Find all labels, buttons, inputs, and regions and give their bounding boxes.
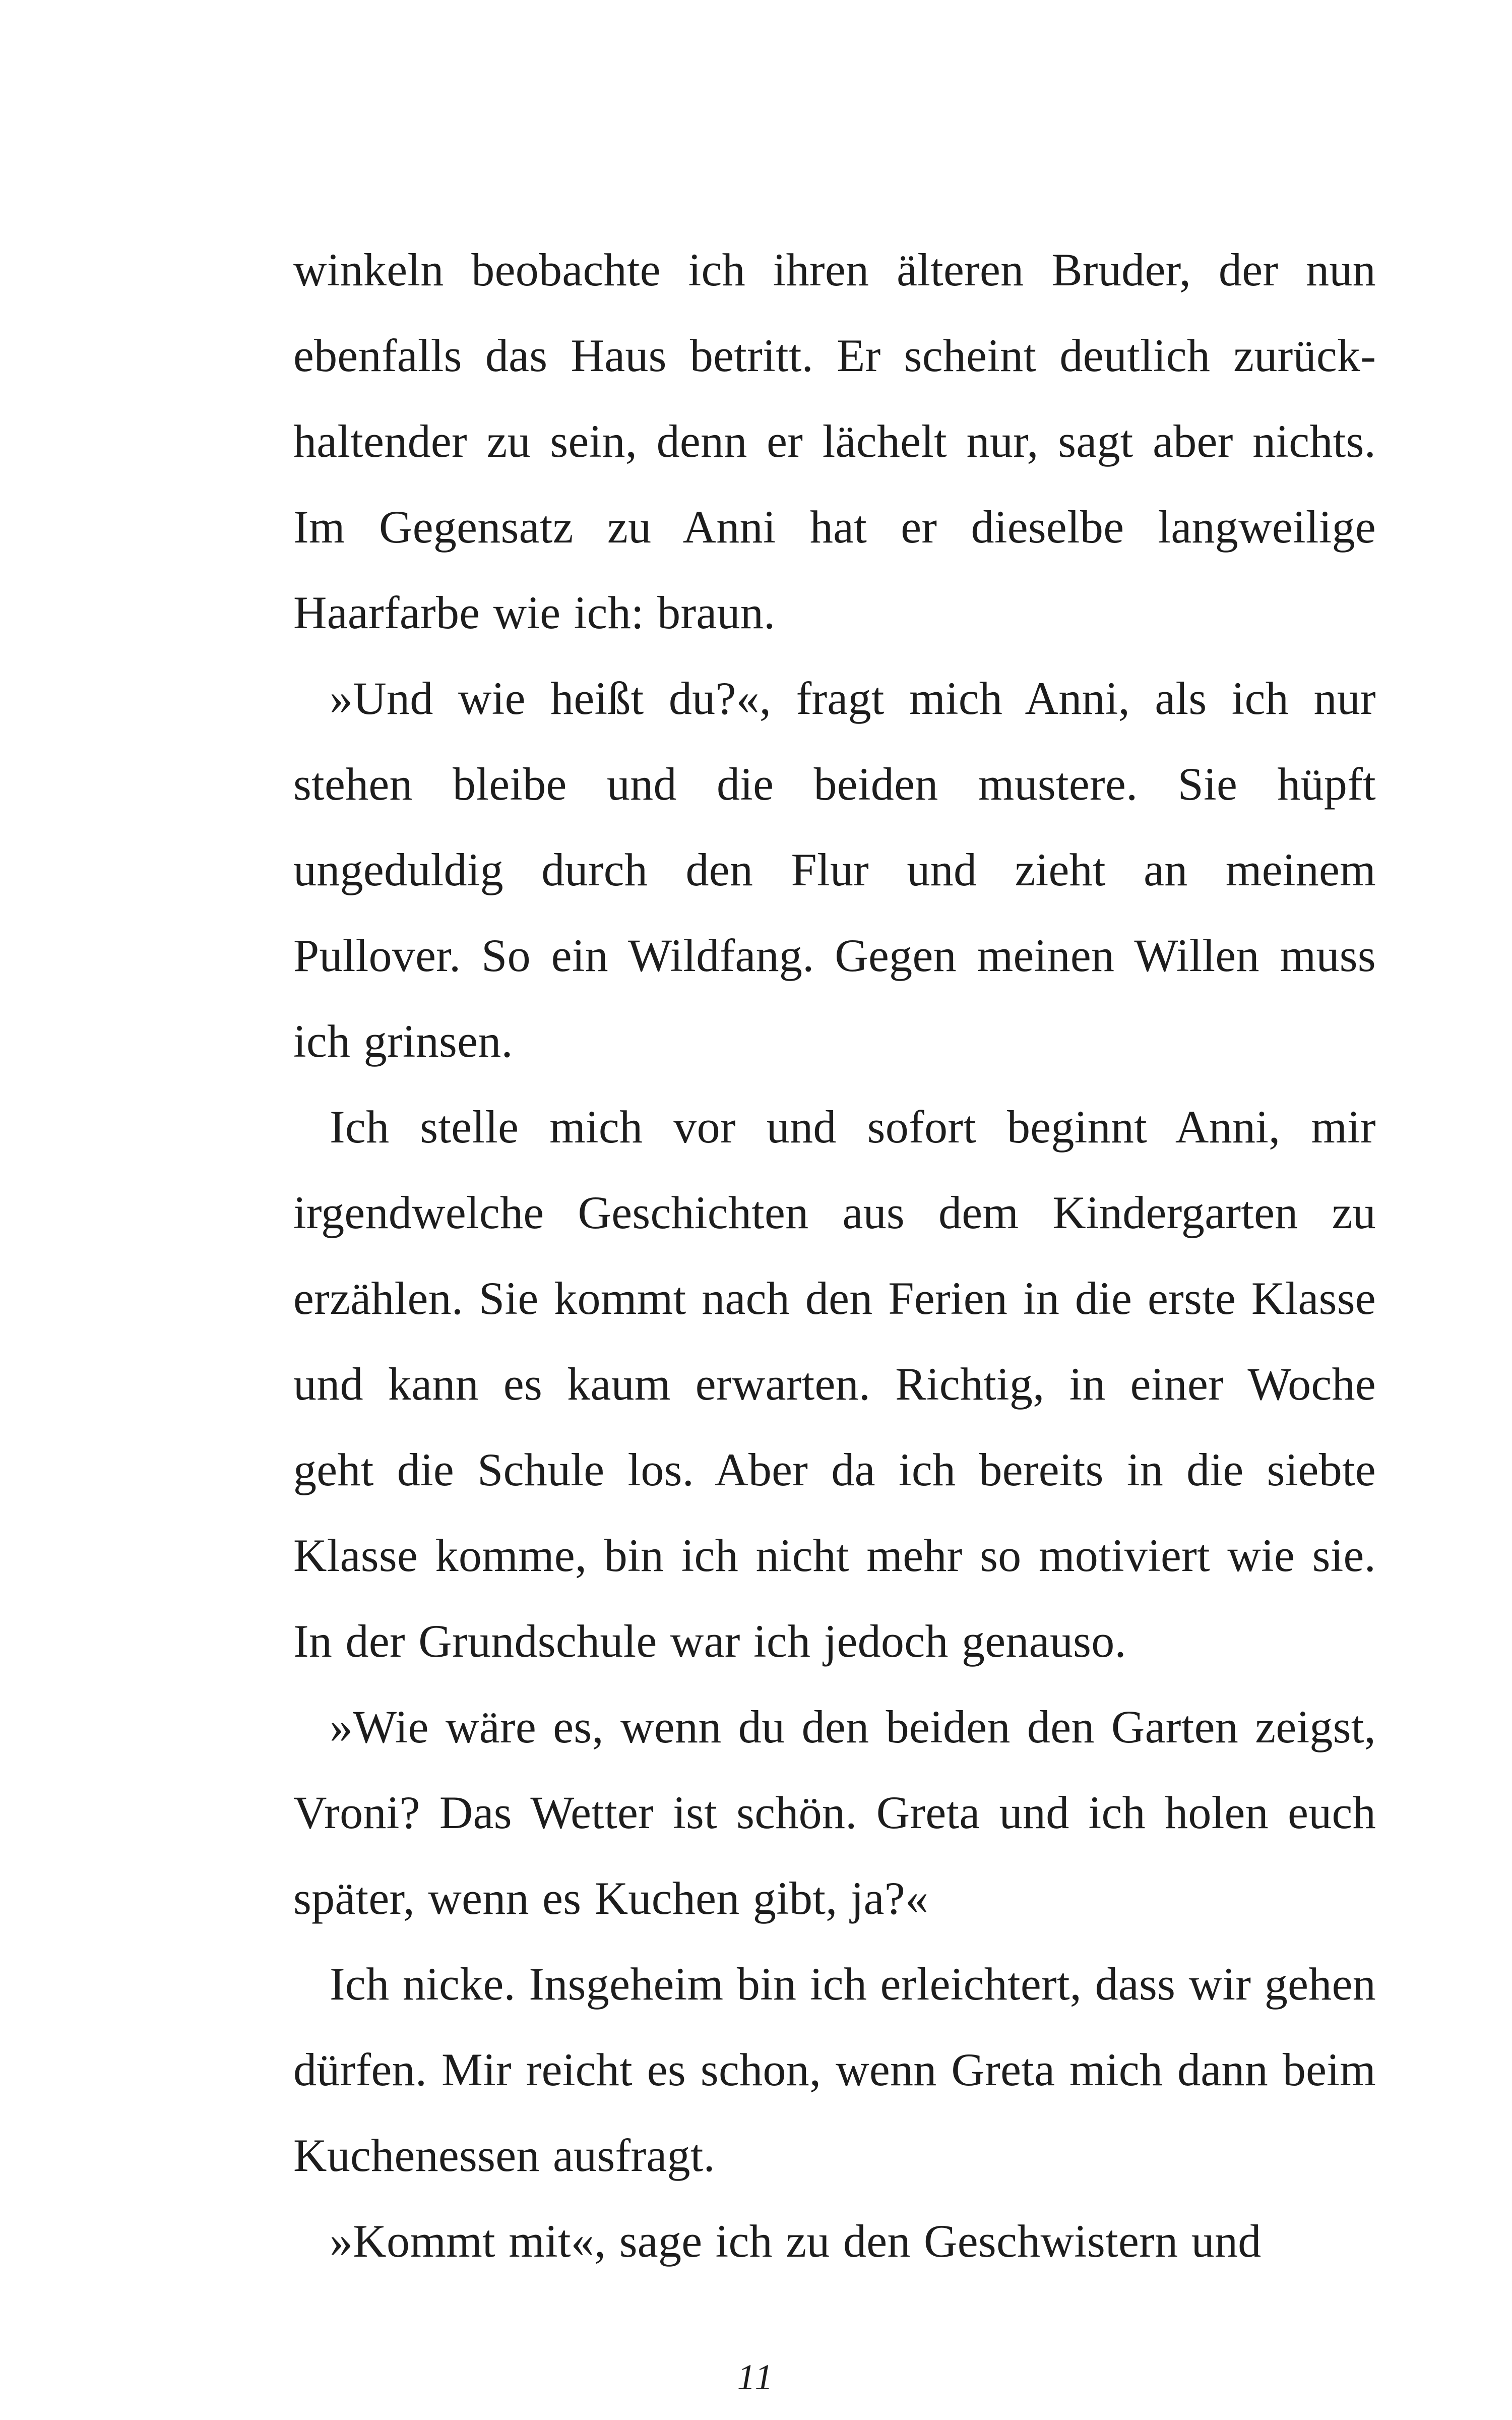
paragraph-5: Ich nicke. Insgeheim bin ich erleichtert, dass wir gehen dürfen. Mir reicht es schon, wenn Greta mich dann beim Kuchenessen ausfragt. xyxy=(293,1958,1376,2181)
paragraph-1: winkeln beobachte ich ihren älteren Bruder, der nun ebenfalls das Haus betritt. Er scheint deutlich zurückhaltender zu sein, denn er lächelt nur, sagt aber nichts. Im Gegensatz zu Anni hat er dieselbe langweilige Haarfarbe wie ich: braun. xyxy=(293,244,1376,638)
paragraph-6: »Kommt mit«, sage ich zu den Geschwistern und xyxy=(330,2215,1262,2267)
page-number: 11 xyxy=(737,2357,775,2397)
paragraph-2: »Und wie heißt du?«, fragt mich Anni, als ich nur stehen bleibe und die beiden mustere. Sie hüpft ungeduldig durch den Flur und zieht an meinem Pullover. So ein Wildfang. Gegen meinen Willen muss ich grinsen. xyxy=(293,673,1376,1067)
body-text xyxy=(293,227,1376,2284)
paragraph-3: Ich stelle mich vor und sofort beginnt Anni, mir irgendwelche Geschichten aus dem Kindergarten zu erzählen. Sie kommt nach den Ferien in die erste Klasse und kann es kaum erwarten. Richtig, in einer Woche geht die Schule los. Aber da ich bereits in die siebte Klasse komme, bin ich nicht mehr so motiviert wie sie. In der Grundschule war ich jedoch genauso. xyxy=(293,1101,1376,1667)
paragraph-4: »Wie wäre es, wenn du den beiden den Garten zeigst, Vroni? Das Wetter ist schön. Greta und ich holen euch später, wenn es Kuchen gibt, ja?« xyxy=(293,1701,1376,1924)
